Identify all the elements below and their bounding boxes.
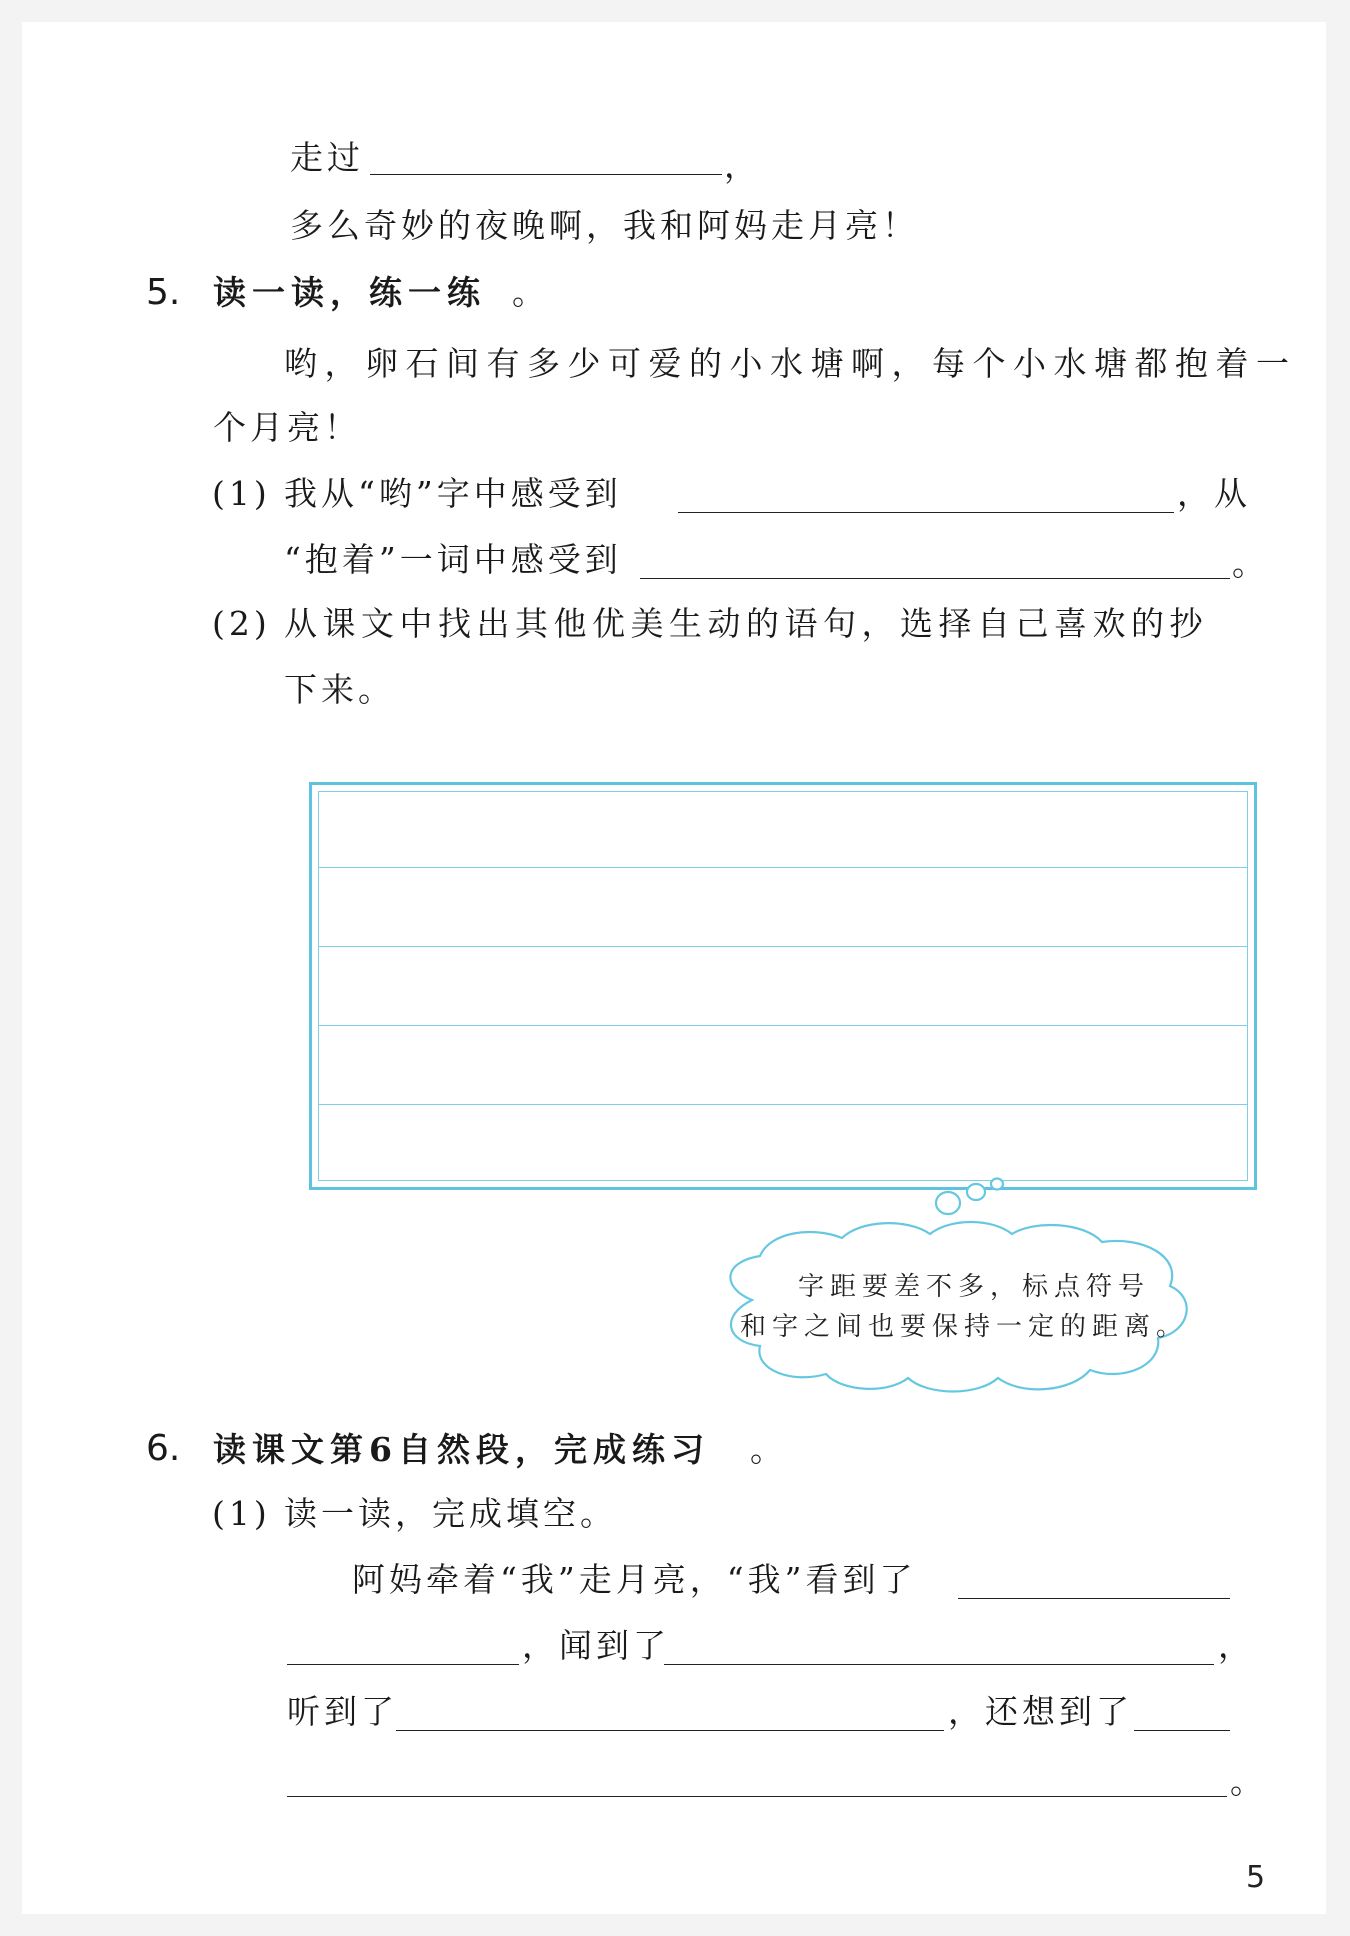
poem-line1-prefix: 走过 <box>290 138 364 177</box>
writing-line <box>318 1025 1248 1026</box>
poem-line1-suffix: ， <box>724 146 761 185</box>
q5-sub1-text-b: “抱着”一词中感受到 <box>284 540 622 579</box>
writing-line <box>318 1104 1248 1105</box>
q5-passage-line2: 个月亮！ <box>213 408 361 447</box>
q6-fill-line2-end: ， <box>1218 1626 1255 1665</box>
q5-sub2-line2: 下来。 <box>284 670 395 709</box>
q5-sub1-marker: (1) <box>212 474 271 513</box>
q6-sub1-instruction: 读一读，完成填空。 <box>284 1494 617 1533</box>
q5-title: 读一读，练一练 <box>213 273 486 312</box>
q5-sub1-blank-a[interactable] <box>678 512 1174 513</box>
q6-fill-line1: 阿妈牵着“我”走月亮，“我”看到了 <box>352 1560 917 1599</box>
q6-sub1-marker: (1) <box>212 1494 271 1533</box>
q6-blank-think-cont[interactable] <box>287 1796 1227 1797</box>
poem-blank[interactable] <box>370 174 722 175</box>
thought-bubble-small-icon <box>991 1179 1003 1190</box>
q6-blank-see-cont[interactable] <box>287 1664 519 1665</box>
thought-bubble-small-icon <box>967 1184 985 1200</box>
q6-blank-think[interactable] <box>1134 1730 1230 1731</box>
q5-passage-line1: 哟，卵石间有多少可爱的小水塘啊，每个小水塘都抱着一 <box>284 344 1297 383</box>
q6-blank-see[interactable] <box>958 1598 1230 1599</box>
q6-title: 读课文第6自然段，完成练习 <box>213 1430 710 1469</box>
thought-bubble-small-icon <box>936 1192 960 1214</box>
tip-line1: 字距要差不多，标点符号 <box>798 1272 1151 1302</box>
q5-sub1-text-a: 我从“哟”字中感受到 <box>284 474 622 513</box>
writing-box[interactable] <box>309 782 1257 1190</box>
q6-title-end: 。 <box>750 1430 787 1469</box>
q5-title-end: 。 <box>512 273 549 312</box>
q6-number: 6. <box>146 1428 181 1469</box>
q6-fill-line3-b: ，还想到了 <box>948 1692 1133 1731</box>
q5-sub1-blank-b[interactable] <box>640 578 1230 579</box>
q5-sub1-text-a-end: ，从 <box>1177 474 1251 513</box>
page-number: 5 <box>1246 1860 1266 1895</box>
workbook-page <box>22 22 1326 1914</box>
writing-line <box>318 946 1248 947</box>
q6-fill-line4-end: 。 <box>1230 1762 1267 1801</box>
tip-line2: 和字之间也要保持一定的距离。 <box>740 1312 1189 1342</box>
writing-line <box>318 867 1248 868</box>
poem-line2: 多么奇妙的夜晚啊，我和阿妈走月亮！ <box>290 206 919 245</box>
q6-blank-hear[interactable] <box>396 1730 944 1731</box>
q6-fill-line3-a: 听到了 <box>287 1692 398 1731</box>
q5-number: 5. <box>146 272 181 313</box>
q5-sub2-marker: (2) <box>212 604 271 643</box>
q6-fill-line2-mid: ，闻到了 <box>522 1626 670 1665</box>
q5-sub1-text-b-end: 。 <box>1232 544 1269 583</box>
q6-blank-smell[interactable] <box>664 1664 1214 1665</box>
q5-sub2-line1: 从课文中找出其他优美生动的语句，选择自己喜欢的抄 <box>284 604 1208 643</box>
writing-box-inner-border <box>318 791 1248 1181</box>
